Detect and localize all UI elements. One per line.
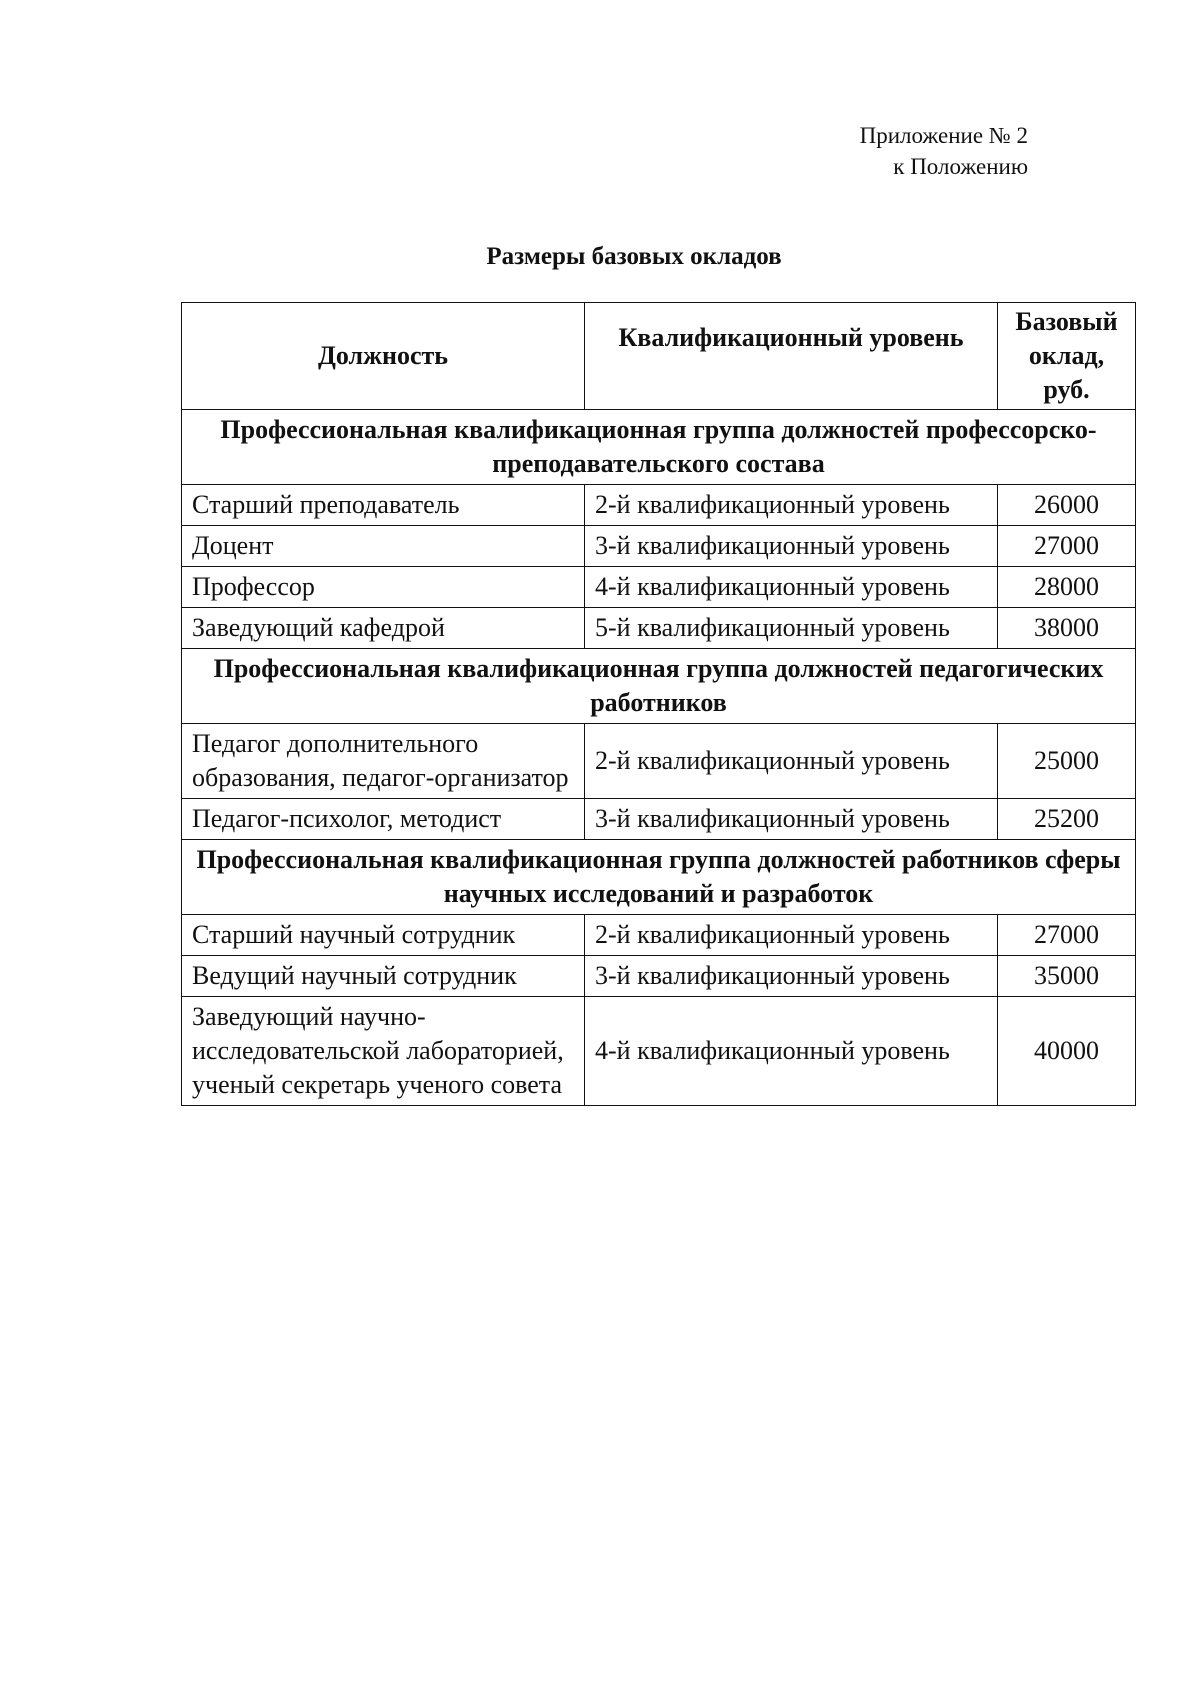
header-position: Должность — [182, 303, 585, 410]
cell-level: 2-й квалификационный уровень — [585, 485, 998, 526]
cell-position: Заведующий научно-исследовательской лабораторией, ученый секретарь ученого совета — [182, 997, 585, 1106]
group-title: Профессиональная квалификационная группа должностей профессорско-преподавательского состава — [182, 410, 1136, 485]
cell-salary: 27000 — [998, 915, 1136, 956]
cell-salary: 28000 — [998, 567, 1136, 608]
group-title: Профессиональная квалификационная группа должностей работников сферы научных исследований и разработок — [182, 840, 1136, 915]
cell-position: Старший преподаватель — [182, 485, 585, 526]
cell-level: 3-й квалификационный уровень — [585, 799, 998, 840]
cell-position: Профессор — [182, 567, 585, 608]
group-title: Профессиональная квалификационная группа должностей педагогических работников — [182, 649, 1136, 724]
cell-position: Заведующий кафедрой — [182, 608, 585, 649]
cell-salary: 25200 — [998, 799, 1136, 840]
table-row — [182, 724, 1136, 799]
cell-position: Педагог-психолог, методист — [182, 799, 585, 840]
cell-position: Педагог дополнительного образования, педагог-организатор — [182, 724, 585, 799]
cell-position: Ведущий научный сотрудник — [182, 956, 585, 997]
cell-salary: 38000 — [998, 608, 1136, 649]
cell-level: 4-й квалификационный уровень — [585, 997, 998, 1106]
table-row — [182, 915, 1136, 956]
header-row — [182, 303, 1136, 410]
appendix-line-2: к Положению — [893, 154, 1028, 179]
cell-salary: 25000 — [998, 724, 1136, 799]
header-salary: Базовый оклад, руб. — [998, 303, 1136, 410]
cell-position: Старший научный сотрудник — [182, 915, 585, 956]
table-row — [182, 956, 1136, 997]
table-row — [182, 567, 1136, 608]
cell-level: 3-й квалификационный уровень — [585, 526, 998, 567]
group-row — [182, 649, 1136, 724]
cell-level: 2-й квалификационный уровень — [585, 724, 998, 799]
appendix-note — [860, 120, 1028, 182]
table-row — [182, 485, 1136, 526]
table-row — [182, 799, 1136, 840]
cell-salary: 35000 — [998, 956, 1136, 997]
cell-level: 3-й квалификационный уровень — [585, 956, 998, 997]
cell-level: 4-й квалификационный уровень — [585, 567, 998, 608]
document-title: Размеры базовых окладов — [486, 243, 782, 270]
cell-level: 5-й квалификационный уровень — [585, 608, 998, 649]
cell-salary: 26000 — [998, 485, 1136, 526]
group-row — [182, 410, 1136, 485]
cell-salary: 40000 — [998, 997, 1136, 1106]
appendix-line-1: Приложение № 2 — [859, 123, 1028, 148]
salary-table — [181, 302, 1136, 1106]
header-level: Квалификационный уровень — [585, 303, 998, 410]
cell-salary: 27000 — [998, 526, 1136, 567]
cell-level: 2-й квалификационный уровень — [585, 915, 998, 956]
cell-position: Доцент — [182, 526, 585, 567]
group-row — [182, 840, 1136, 915]
table-row — [182, 526, 1136, 567]
table-row — [182, 608, 1136, 649]
table-row — [182, 997, 1136, 1106]
